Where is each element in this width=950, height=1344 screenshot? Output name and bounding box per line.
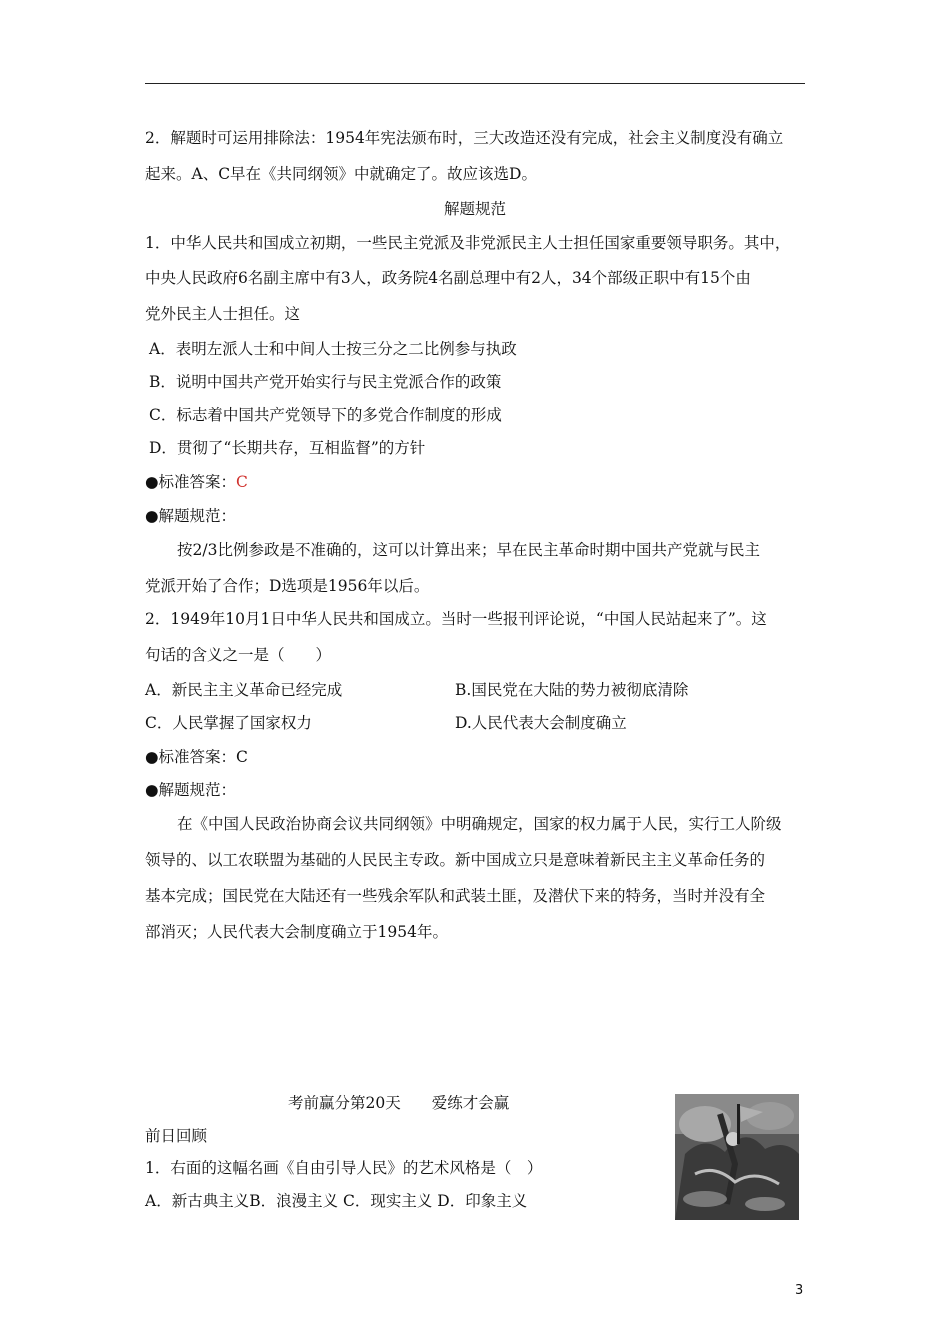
question-3-options: A．新古典主义B．浪漫主义 C．现实主义 D．印象主义 bbox=[145, 1192, 528, 1210]
analysis-line: 按2/3比例参政是不准确的，这可以计算出来；早在民主革命时期中国共产党就与民主 bbox=[177, 541, 760, 559]
analysis-line: 领导的、以工农联盟为基础的人民民主专政。新中国成立只是意味着新民主主义革命任务的 bbox=[145, 851, 766, 869]
analysis-label: ●解题规范： bbox=[145, 781, 237, 799]
page-number: 3 bbox=[795, 1283, 804, 1298]
option-c: C．标志着中国共产党领导下的多党合作制度的形成 bbox=[149, 406, 502, 424]
painting-image bbox=[675, 1094, 799, 1220]
answer-value: C bbox=[236, 473, 248, 491]
analysis-line: 党派开始了合作；D选项是1956年以后。 bbox=[145, 577, 430, 595]
answer-label: ●标准答案： bbox=[145, 473, 237, 491]
analysis-label: ●解题规范： bbox=[145, 507, 237, 525]
day-title: 考前赢分第20天 爱练才会赢 bbox=[288, 1094, 510, 1112]
option-b: B.国民党在大陆的势力被彻底清除 bbox=[455, 681, 689, 699]
question-2-line: 句话的含义之一是（ ） bbox=[145, 646, 332, 664]
question-1-line: 1．中华人民共和国成立初期，一些民主党派及非党派民主人士担任国家重要领导职务。其中， bbox=[145, 234, 791, 252]
analysis-line: 在《中国人民政治协商会议共同纲领》中明确规定，国家的权力属于人民，实行工人阶级 bbox=[177, 815, 782, 833]
analysis-line: 部消灭；人民代表大会制度确立于1954年。 bbox=[145, 923, 448, 941]
option-c: C．人民掌握了国家权力 bbox=[145, 714, 312, 732]
painting-illustration bbox=[675, 1094, 799, 1220]
question-2-line: 2．1949年10月1日中华人民共和国成立。当时一些报刊评论说，“中国人民站起来了”。这 bbox=[145, 610, 767, 628]
review-label: 前日回顾 bbox=[145, 1127, 208, 1145]
answer-line bbox=[145, 472, 248, 492]
section-title: 解题规范 bbox=[443, 200, 506, 218]
header-rule bbox=[145, 83, 805, 84]
question-1-line: 党外民主人士担任。这 bbox=[145, 305, 301, 323]
option-a: A．表明左派人士和中间人士按三分之二比例参与执政 bbox=[149, 340, 517, 358]
option-a: A．新民主主义革命已经完成 bbox=[145, 681, 343, 699]
option-d: D．贯彻了“长期共存，互相监督”的方针 bbox=[149, 439, 426, 457]
question-3-line: 1．右面的这幅名画《自由引导人民》的艺术风格是（ ） bbox=[145, 1159, 543, 1177]
option-b: B．说明中国共产党开始实行与民主党派合作的政策 bbox=[149, 373, 502, 391]
analysis-line: 基本完成；国民党在大陆还有一些残余军队和武装土匪，及潜伏下来的特务，当时并没有全 bbox=[145, 887, 766, 905]
answer-line: ●标准答案：C bbox=[145, 748, 248, 766]
option-d: D.人民代表大会制度确立 bbox=[455, 714, 627, 732]
question-1-line: 中央人民政府6名副主席中有3人，政务院4名副总理中有2人，34个部级正职中有15个由 bbox=[145, 269, 751, 287]
text-line: 起来。A、C早在《共同纲领》中就确定了。故应该选D。 bbox=[145, 165, 537, 183]
text-line: 2．解题时可运用排除法：1954年宪法颁布时，三大改造还没有完成，社会主义制度没有确立 bbox=[145, 129, 784, 147]
